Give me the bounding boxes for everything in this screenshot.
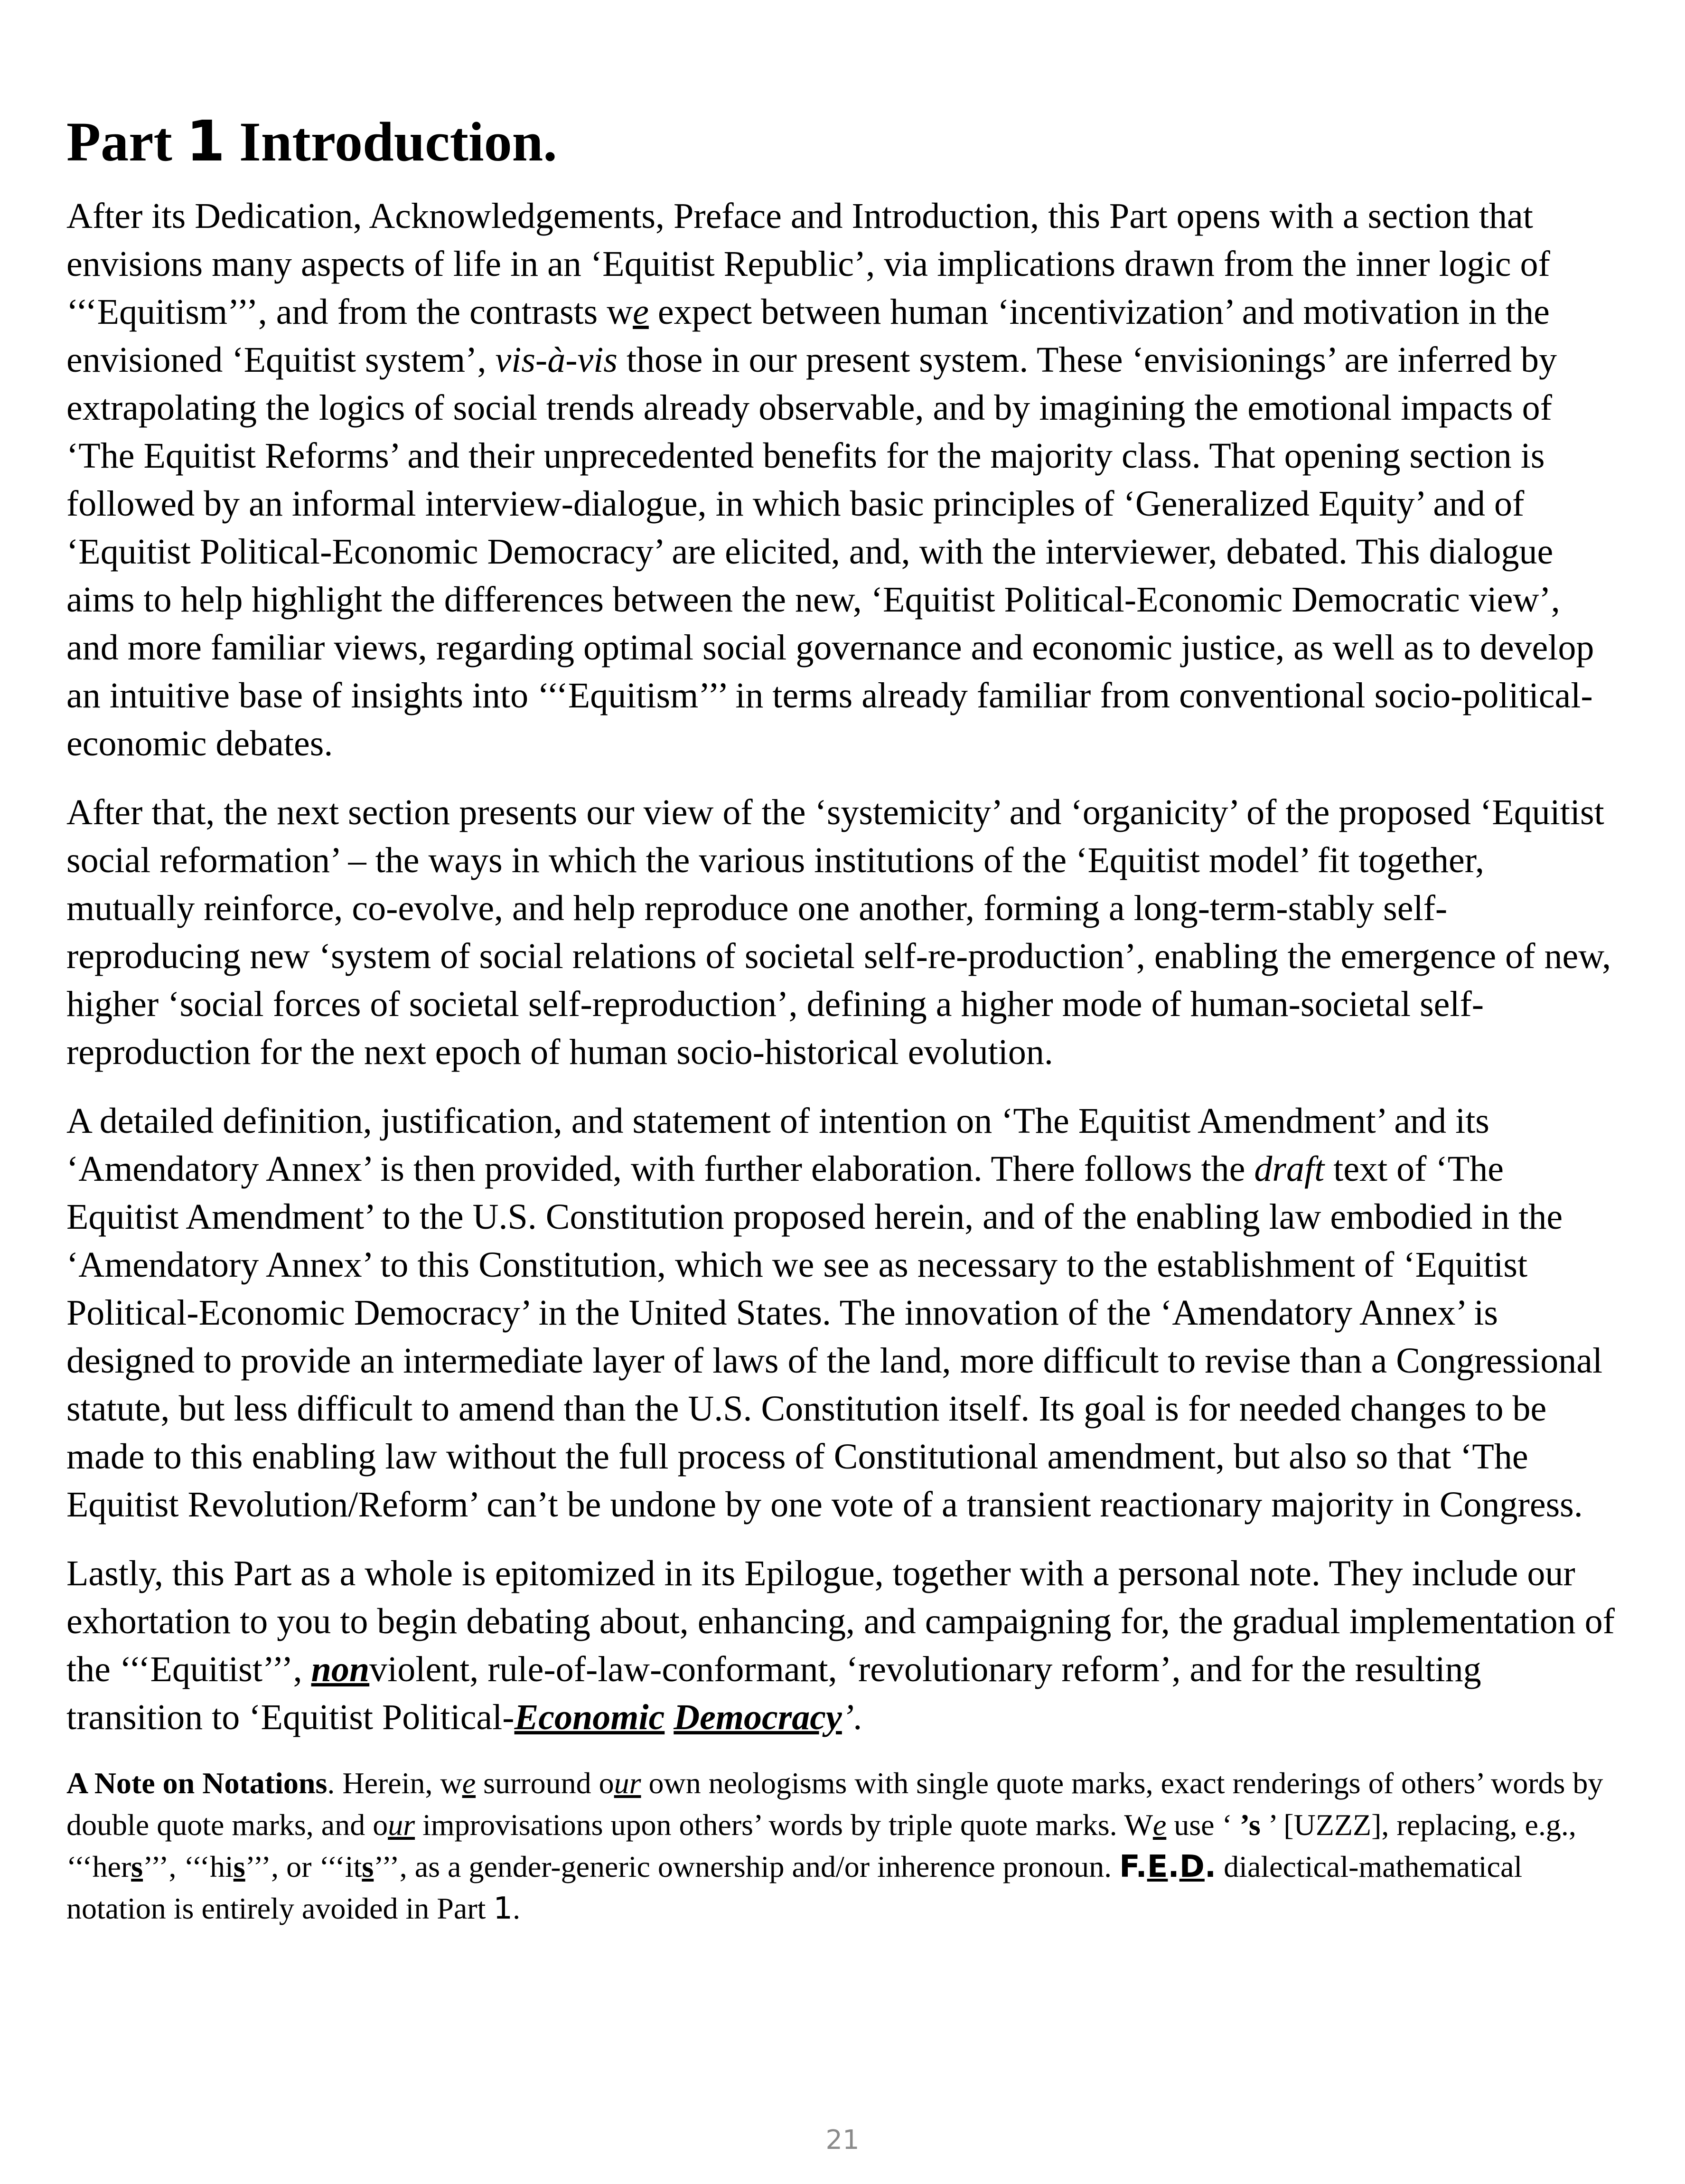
title-part: Part: [66, 111, 187, 173]
p1-underlined-e: e: [633, 292, 649, 332]
note-t7: improvisations upon others’ words by triple quote marks. W: [415, 1807, 1153, 1842]
p3-italic-draft: draft: [1254, 1148, 1325, 1189]
p1-italic-vis-a-vis: vis-à-vis: [495, 339, 618, 380]
note-t11: ’ [UZZZ], replacing, e.g., ‘‘‘her: [66, 1807, 1576, 1883]
p4-space: [665, 1697, 674, 1737]
title-text: Introduction.: [225, 111, 557, 173]
note-t9: use ‘: [1166, 1807, 1240, 1842]
paragraph-2: After that, the next section presents our view of the ‘systemicity’ and ‘organicity’ of the proposed ‘Equitist social reformation’ – the ways in which the various institutions of the ‘Equitist model’ fit together, mutually reinforce, co-evolve, and help reproduce one another, forming a long-term-stably self-reproducing new ‘system of social relations of societal self-re-production’, enabling the emergence of new, higher ‘social forces of societal self-reproduction’, defining a higher mode of human-societal self-reproduction for the next epoch of human socio-historical evolution.: [66, 792, 1611, 1072]
page-content: [66, 109, 1619, 1930]
note-t5: own neologisms with single quote marks, exact renderings of others’ words by double quote marks, and o: [66, 1766, 1603, 1842]
page-number: 21: [825, 2125, 860, 2156]
note-t16: s: [362, 1849, 374, 1883]
note-fed-e: E: [1147, 1849, 1168, 1884]
p1-text-e: those in our present system. These ‘envisionings’ are inferred by extrapolating the logics of social trends already observable, and by imagining the emotional impacts of ‘The Equitist Reforms’ and their unprecedented benefits for the majority class. That opening section is followed by an informal interview-dialogue, in which basic principles of ‘Generalized Equity’ and of ‘Equitist Political-Economic Democracy’ are elicited, and, with the interviewer, debated. This dialogue aims to help highlight the differences between the new, ‘Equitist Political-Economic Democratic view’, and more familiar views, regarding optimal social governance and economic justice, as well as to develop an intuitive base of insights into ‘‘‘Equitism’’’ in terms already familiar from conventional socio-political-economic debates.: [66, 339, 1594, 763]
note-t2: e: [462, 1766, 476, 1800]
p4-text-a: Lastly, this Part as a whole is epitomized in its Epilogue, together with a personal note. They include our exhortation to you to begin debating about, enhancing, and campaigning for, the gradual implementation of the ‘‘‘Equitist’’’,: [66, 1553, 1615, 1689]
note-label: A Note on Notations: [66, 1766, 328, 1800]
note-t4: ur: [614, 1766, 641, 1800]
note-t6: ur: [388, 1807, 415, 1842]
note-fed-dot2: .: [1204, 1849, 1217, 1884]
p4-emphasis-democracy: Democracy: [674, 1697, 842, 1737]
note-t10: ’s: [1239, 1807, 1261, 1842]
paragraph-4: [66, 1550, 1619, 1742]
note-fed-dot: .: [1168, 1849, 1180, 1884]
notation-note: [66, 1762, 1619, 1930]
note-t13: ’’’, ‘‘‘hi: [143, 1849, 234, 1883]
page-title: [66, 109, 1619, 174]
p1-text-c: expect between human ‘incentivization’ and motivation in the envisioned ‘Equitist system’,: [66, 292, 1550, 380]
note-t18: dialectical-mathematical notation is entirely avoided in Part: [66, 1849, 1523, 1925]
note-t19: 1: [493, 1891, 513, 1926]
paragraph-1: [66, 192, 1619, 768]
p3-text-c: text of ‘The Equitist Amendment’ to the U.S. Constitution proposed herein, and of the enabling law embodied in the ‘Amendatory Annex’ to this Constitution, which we see as necessary to the establishment of ‘Equitist Political-Economic Democracy’ in the United States. The innovation of the ‘Amendatory Annex’ is designed to provide an intermediate layer of laws of the land, more difficult to revise than a Congressional statute, but less difficult to amend than the U.S. Constitution itself. Its goal is for needed changes to be made to this enabling law without the full process of Constitutional amendment, but also so that ‘The Equitist Revolution/Reform’ can’t be undone by one vote of a transient reactionary majority in Congress.: [66, 1148, 1603, 1525]
note-fed-f: F.: [1119, 1849, 1147, 1884]
p4-text-c: violent, rule-of-law-conformant, ‘revolutionary reform’, and for the resulting transition to ‘Equitist Political-: [66, 1649, 1481, 1737]
title-number: 1: [186, 108, 225, 174]
note-t8: e: [1152, 1807, 1167, 1842]
p4-emphasis-economic: Economic: [514, 1697, 665, 1737]
paragraph-3: [66, 1097, 1619, 1529]
note-fed-d: D: [1179, 1849, 1205, 1884]
note-t1: . Herein, w: [327, 1766, 462, 1800]
p4-end: ’.: [842, 1697, 863, 1737]
note-t14: s: [233, 1849, 245, 1883]
p3-text-a: A detailed definition, justification, and statement of intention on ‘The Equitist Amendment’ and its ‘Amendatory Annex’ is then provided, with further elaboration. There follows the: [66, 1101, 1489, 1189]
p1-text-a: After its Dedication, Acknowledgements, Preface and Introduction, this Part opens with a section that envisions many aspects of life in an ‘Equitist Republic’, via implications drawn from the inner logic of ‘‘‘Equitism’’’, and from the contrasts w: [66, 196, 1550, 332]
note-t12: s: [131, 1849, 143, 1883]
note-t20: .: [513, 1891, 521, 1925]
note-t15: ’’’, or ‘‘‘it: [245, 1849, 362, 1883]
note-t17: ’’’, as a gender-generic ownership and/or inherence pronoun.: [374, 1849, 1120, 1883]
p4-emphasis-non: non: [311, 1649, 370, 1689]
note-t3: surround o: [476, 1766, 614, 1800]
